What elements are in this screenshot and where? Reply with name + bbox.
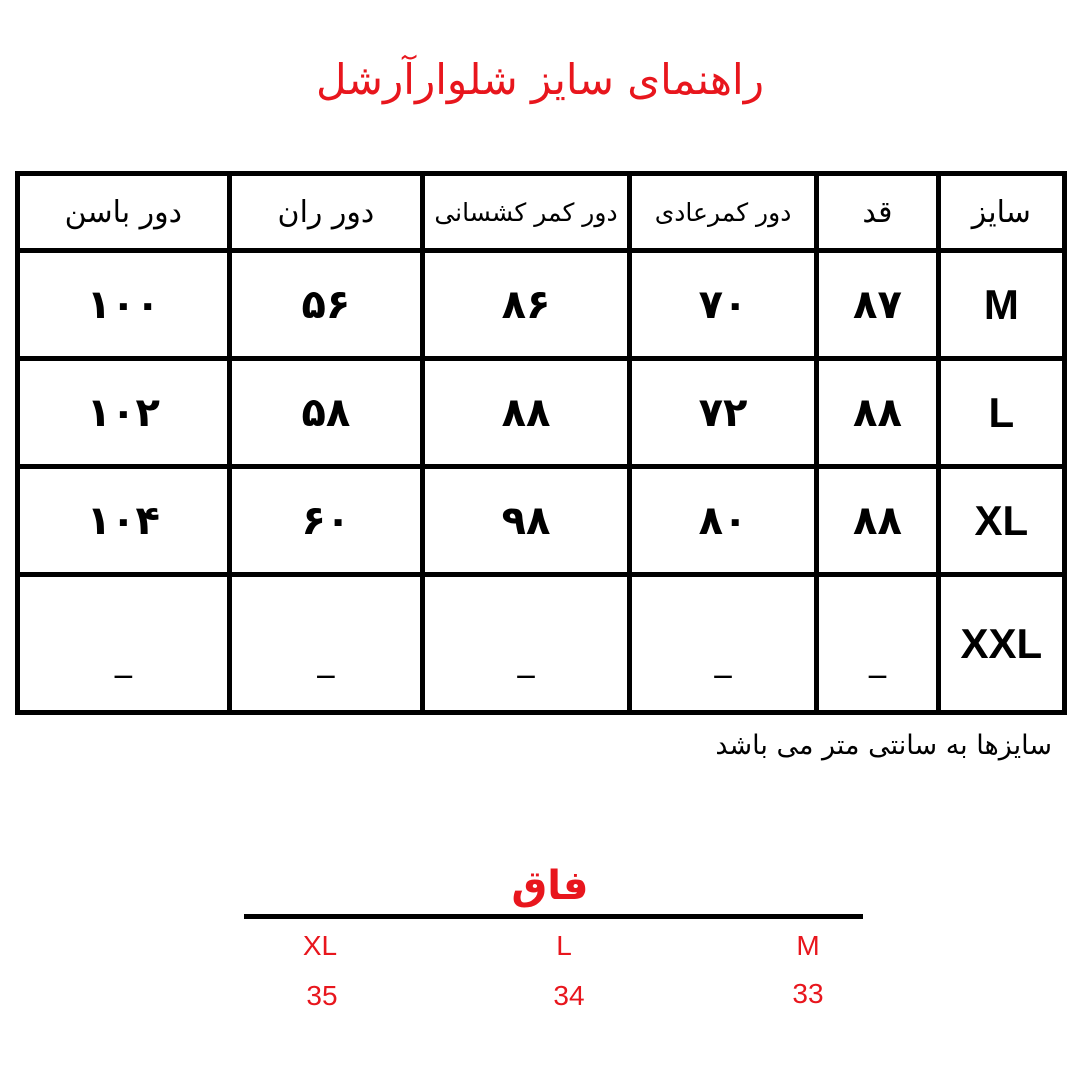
length-cell: ۸۸	[817, 359, 938, 467]
table-row	[18, 575, 1065, 713]
thigh-cell: ۶۰	[229, 467, 423, 575]
waist-elastic-cell: ۹۸	[423, 467, 630, 575]
hip-cell: ۱۰۴	[18, 467, 230, 575]
units-note: سایزها به سانتی متر می باشد	[715, 730, 1052, 761]
table-header-row	[18, 174, 1065, 251]
length-cell: ۸۸	[817, 467, 938, 575]
header-waist-regular: دور کمرعادی	[629, 174, 817, 251]
waist-elastic-cell: ۸۶	[423, 251, 630, 359]
size-table	[15, 171, 1067, 715]
waist-elastic-cell: _	[423, 575, 630, 713]
page-title: راهنمای سایز شلوارآرشل	[316, 55, 764, 104]
waist-regular-cell: ۷۲	[629, 359, 817, 467]
header-waist-elastic: دور کمر کشسانی	[423, 174, 630, 251]
waist-regular-cell: ۷۰	[629, 251, 817, 359]
hip-cell: ۱۰۰	[18, 251, 230, 359]
table-row	[18, 251, 1065, 359]
rise-size-label: M	[796, 930, 820, 961]
size-cell: XL	[938, 467, 1064, 575]
header-size: سایز	[938, 174, 1064, 251]
size-cell: XXL	[938, 575, 1064, 713]
size-cell: M	[938, 251, 1064, 359]
hip-cell: _	[18, 575, 230, 713]
size-cell: L	[938, 359, 1064, 467]
table-row	[18, 467, 1065, 575]
waist-regular-cell: _	[629, 575, 817, 713]
rise-value: 34	[553, 980, 585, 1011]
thigh-cell: ۵۶	[229, 251, 423, 359]
header-length: قد	[817, 174, 938, 251]
rise-size-label: L	[556, 930, 572, 961]
waist-regular-cell: ۸۰	[629, 467, 817, 575]
rise-value: 33	[792, 978, 824, 1009]
hip-cell: ۱۰۲	[18, 359, 230, 467]
rise-divider	[244, 914, 863, 919]
thigh-cell: _	[229, 575, 423, 713]
rise-size-label: XL	[302, 930, 338, 961]
table-row	[18, 359, 1065, 467]
waist-elastic-cell: ۸۸	[423, 359, 630, 467]
length-cell: _	[817, 575, 938, 713]
header-hip: دور باسن	[18, 174, 230, 251]
rise-title: فاق	[511, 863, 589, 909]
rise-grid	[244, 926, 863, 1026]
thigh-cell: ۵۸	[229, 359, 423, 467]
header-thigh: دور ران	[229, 174, 423, 251]
rise-value: 35	[306, 980, 338, 1011]
length-cell: ۸۷	[817, 251, 938, 359]
